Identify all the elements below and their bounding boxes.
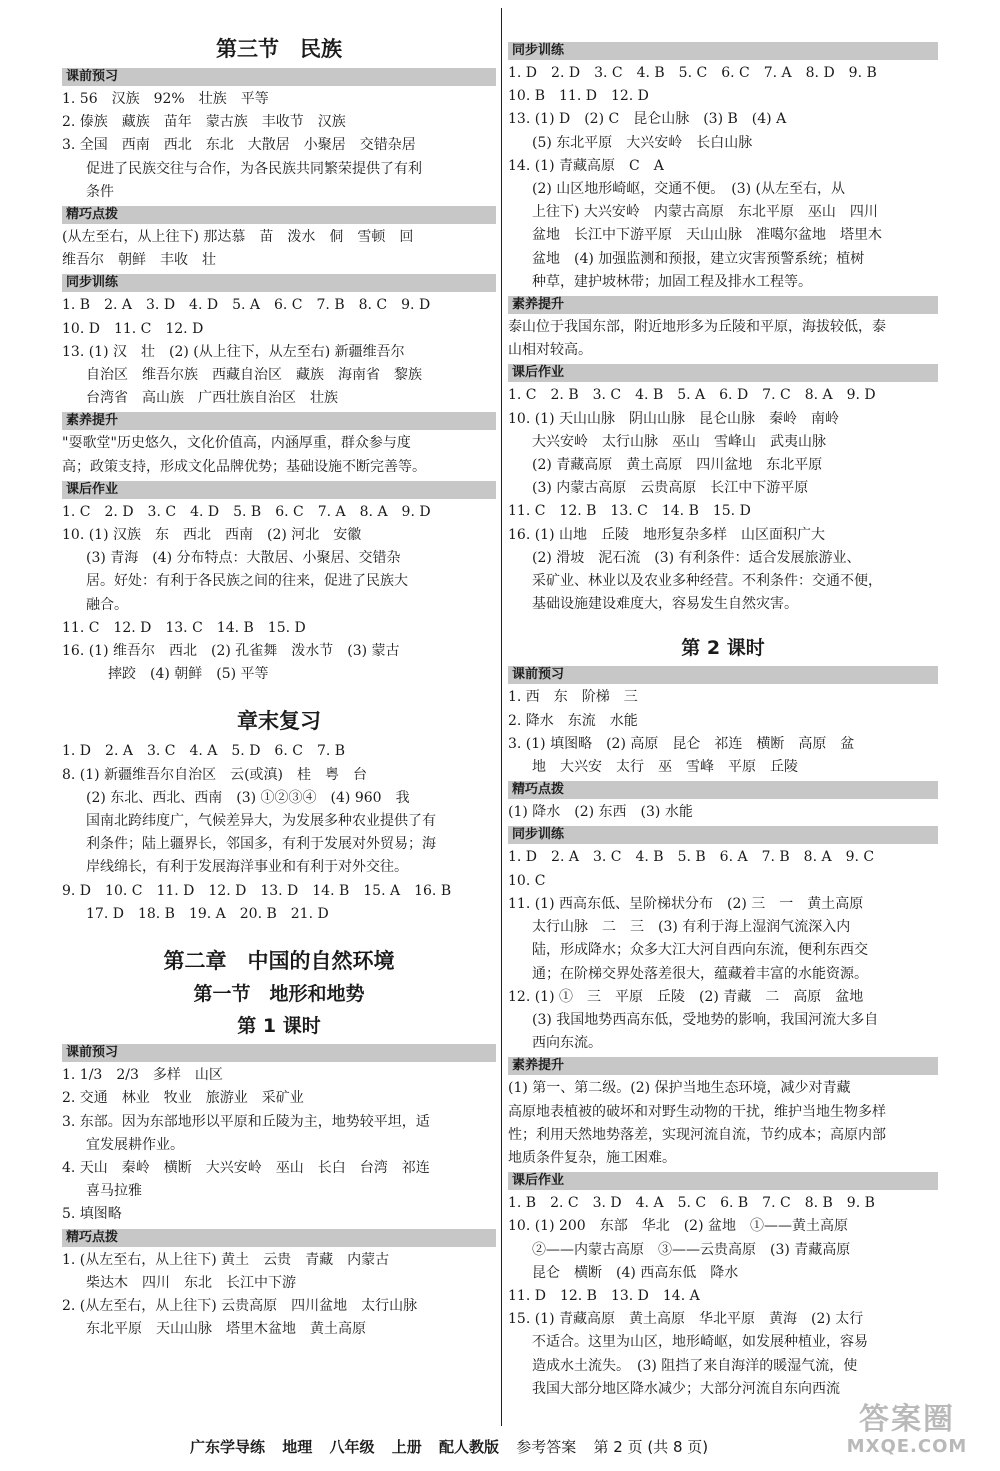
answer-line: 2. 傣族 藏族 苗年 蒙古族 丰收节 汉族 <box>62 114 346 131</box>
answer-line: 昆仑 横断 (4) 西高东低 降水 <box>532 1264 739 1281</box>
answer-block <box>508 1077 938 1170</box>
answer-line: (1) 第一、第二级。(2) 保护当地生态环境，减少对青藏 <box>508 1080 851 1097</box>
answer-line: 维吾尔 朝鲜 丰收 壮 <box>62 252 216 269</box>
chapter-title: 第二章 中国的自然环境 <box>163 949 395 974</box>
answer-line: 10. (1) 天山山脉 阴山山脉 昆仑山脉 秦岭 南岭 <box>508 410 839 427</box>
tag-preview: 课前预习 <box>62 1044 496 1062</box>
answer-line: 2. 降水 东流 水能 <box>508 712 638 729</box>
answer-line: 1. D 2. A 3. C 4. A 5. D 6. C 7. B <box>62 743 346 760</box>
watermark-logo <box>832 1403 982 1461</box>
answer-line: 11. D 12. B 13. D 14. A <box>508 1287 700 1304</box>
answer-line: 性；利用天然地势落差，实现河流自流，节约成本；高原内部 <box>508 1126 886 1143</box>
answer-block <box>62 432 496 478</box>
tag-homework: 课后作业 <box>62 481 496 499</box>
answer-line: 东北平原 天山山脉 塔里木盆地 黄土高原 <box>86 1321 366 1338</box>
answer-line: (3) 内蒙古高原 云贵高原 长江中下游平原 <box>532 480 809 497</box>
answer-block <box>62 1249 496 1342</box>
tag-key-points: 精巧点拨 <box>508 781 938 799</box>
answer-line: (2) 山区地形崎岖，交通不便。 (3) (从左至右，从 <box>532 181 846 198</box>
answer-line: (2) 滑坡 泥石流 (3) 有利条件：适合发展旅游业、 <box>532 549 861 566</box>
answer-line: 上往下) 大兴安岭 内蒙古高原 东北平原 巫山 四川 <box>532 204 878 221</box>
answer-line: 16. (1) 维吾尔 西北 (2) 孔雀舞 泼水节 (3) 蒙古 <box>62 643 400 660</box>
section-title-terrain: 第一节 地形和地势 <box>193 983 365 1006</box>
answer-line: 大兴安岭 太行山脉 巫山 雪峰山 武夷山脉 <box>532 433 826 450</box>
answer-line: 3. 东部。因为东部地形以平原和丘陵为主，地势较平坦，适 <box>62 1113 430 1130</box>
lesson-title: 第 2 课时 <box>681 637 765 660</box>
answer-line: 13. (1) 汉 壮 (2) (从上往下，从左至右) 新疆维吾尔 <box>62 343 405 360</box>
answer-block <box>508 62 938 294</box>
footer-page-number: 第 2 页 (共 8 页) <box>593 1438 709 1456</box>
answer-line: 地质条件复杂，施工困难。 <box>508 1149 676 1166</box>
left-column <box>62 28 496 1341</box>
tag-homework: 课后作业 <box>508 364 938 382</box>
tag-literacy: 素养提升 <box>62 412 496 430</box>
answer-line: 通；在阶梯交界处落差很大，蕴藏着丰富的水能资源。 <box>532 965 868 982</box>
answer-line: 1. B 2. A 3. D 4. D 5. A 6. C 7. B 8. C 9. D <box>62 297 431 314</box>
answer-block <box>62 226 496 272</box>
answer-block <box>62 88 496 204</box>
answer-block <box>62 294 496 410</box>
answer-line: 不适合。这里为山区，地形崎岖，如发展种植业，容易 <box>532 1334 868 1351</box>
answer-line: 喜马拉雅 <box>86 1183 142 1200</box>
answer-line: (2) 青藏高原 黄土高原 四川盆地 东北平原 <box>532 457 823 474</box>
answer-line: 3. (1) 填图略 (2) 高原 昆仑 祁连 横断 高原 盆 <box>508 735 855 752</box>
answer-line: 16. (1) 山地 丘陵 地形复杂多样 山区面积广大 <box>508 526 825 543</box>
answer-line: 地 大兴安 太行 巫 雪峰 平原 丘陵 <box>532 759 798 776</box>
tag-key-points: 精巧点拨 <box>62 206 496 224</box>
answer-line: (5) 东北平原 大兴安岭 长白山脉 <box>532 134 753 151</box>
answer-line: 我国大部分地区降水减少；大部分河流自东向西流 <box>532 1380 840 1397</box>
answer-line: 1. C 2. B 3. C 4. B 5. A 6. D 7. C 8. A 9. D <box>508 387 876 404</box>
answer-line: 1. (从左至右，从上往下) 黄土 云贵 青藏 内蒙古 <box>62 1251 390 1268</box>
answer-line: 基础设施建设难度大，容易发生自然灾害。 <box>532 596 798 613</box>
answer-block <box>62 501 496 687</box>
section-title-chapter-review: 章末复习 <box>237 709 321 734</box>
answer-line: 1. 56 汉族 92% 壮族 平等 <box>62 91 269 107</box>
section-title-ethnic: 第三节 民族 <box>216 37 342 61</box>
answer-line: 10. C <box>508 872 546 889</box>
answer-line: 采矿业、林业以及农业多种经营。不利条件：交通不便， <box>532 573 882 590</box>
answer-line: 15. (1) 青藏高原 黄土高原 华北平原 黄海 (2) 太行 <box>508 1311 864 1328</box>
answer-line: 西向东流。 <box>532 1035 602 1052</box>
answer-line: 1. 西 东 阶梯 三 <box>508 689 638 706</box>
answer-line: (3) 青海 (4) 分布特点：大散居、小聚居、交错杂 <box>86 550 401 567</box>
answer-line: 12. (1) ① 三 平原 丘陵 (2) 青藏 二 高原 盆地 <box>508 988 864 1005</box>
answer-block <box>62 740 496 926</box>
answer-block <box>508 316 938 362</box>
answer-line: 利条件；陆上疆界长，邻国多，有利于发展对外贸易；海 <box>86 836 436 853</box>
answer-line: 10. (1) 200 东部 华北 (2) 盆地 ①——黄土高原 <box>508 1218 848 1235</box>
answer-line: 1. D 2. A 3. C 4. B 5. B 6. A 7. B 8. A 9. C <box>508 849 875 866</box>
footer-subject: 地理 <box>282 1438 313 1456</box>
answer-line: 4. 天山 秦岭 横断 大兴安岭 巫山 长白 台湾 祁连 <box>62 1159 430 1176</box>
answer-line: 高；政策支持，形成文化品牌优势；基础设施不断完善等。 <box>62 458 426 475</box>
answer-line: 14. (1) 青藏高原 C A <box>508 157 664 174</box>
tag-literacy: 素养提升 <box>508 1057 938 1075</box>
answer-line: 居。好处：有利于各民族之间的往来，促进了民族大 <box>86 573 408 590</box>
answer-line: 国南北跨纬度广，气候差异大，为发展多种农业提供了有 <box>86 813 436 830</box>
answer-line: ②——内蒙古高原 ③——云贵高原 (3) 青藏高原 <box>532 1241 851 1258</box>
answer-line: 陆，形成降水；众多大江大河自西向东流，便利东西交 <box>532 942 868 959</box>
answer-line: 高原地表植被的破坏和对野生动物的干扰，维护当地生物多样 <box>508 1103 886 1120</box>
answer-line: 10. B 11. D 12. D <box>508 88 649 105</box>
answer-line: (3) 我国地势西高东低，受地势的影响，我国河流大多自 <box>532 1011 879 1028</box>
answer-line: 2. 交通 林业 牧业 旅游业 采矿业 <box>62 1090 304 1107</box>
footer-edition: 配人教版 <box>439 1438 500 1456</box>
answer-block <box>508 686 938 779</box>
answer-line: 17. D 18. B 19. A 20. B 21. D <box>86 905 329 922</box>
answer-line: 造成水土流失。 (3) 阻挡了来自海洋的暖湿气流，使 <box>532 1357 858 1374</box>
tag-key-points: 精巧点拨 <box>62 1229 496 1247</box>
answer-line: 摔跤 (4) 朝鲜 (5) 平等 <box>108 666 269 683</box>
answer-block <box>508 846 938 1055</box>
tag-sync-training: 同步训练 <box>62 274 496 292</box>
answer-line: 山相对较高。 <box>508 342 592 359</box>
watermark-url: MXQE.COM <box>846 1436 968 1457</box>
answer-line: (从左至右，从上往下) 那达慕 苗 泼水 侗 雪顿 回 <box>62 229 414 246</box>
answer-line: (1) 降水 (2) 东西 (3) 水能 <box>508 804 693 821</box>
answer-line: 宜发展耕作业。 <box>86 1136 184 1153</box>
footer-volume: 上册 <box>391 1438 422 1456</box>
column-divider <box>501 8 502 1426</box>
footer-series: 广东学导练 <box>190 1438 266 1456</box>
right-column <box>508 40 938 1401</box>
page-footer <box>190 1436 720 1457</box>
answer-block <box>508 384 938 616</box>
lesson-title: 第 1 课时 <box>237 1015 321 1038</box>
answer-line: 融合。 <box>86 596 128 613</box>
answer-line: 13. (1) D (2) C 昆仑山脉 (3) B (4) A <box>508 111 787 128</box>
answer-line: 种草，建护坡林带；加固工程及排水工程等。 <box>532 273 812 290</box>
answer-line: 1. B 2. C 3. D 4. A 5. C 6. B 7. C 8. B 9. B <box>508 1195 875 1212</box>
footer-label: 参考答案 <box>516 1438 577 1456</box>
answer-line: 10. D 11. C 12. D <box>62 320 204 337</box>
answer-line: 8. (1) 新疆维吾尔自治区 云(或滇) 桂 粤 台 <box>62 766 368 783</box>
answer-block <box>508 801 938 824</box>
answer-block <box>62 1064 496 1226</box>
answer-line: 11. (1) 西高东低、呈阶梯状分布 (2) 三 一 黄土高原 <box>508 895 864 912</box>
answer-line: 泰山位于我国东部，附近地形多为丘陵和平原，海拔较低，泰 <box>508 319 886 336</box>
answer-line: 柴达木 四川 东北 长江中下游 <box>86 1274 296 1291</box>
answer-block <box>508 1192 938 1401</box>
answer-line: 11. C 12. B 13. C 14. B 15. D <box>508 503 751 520</box>
tag-sync-training: 同步训练 <box>508 826 938 844</box>
answer-line: (2) 东北、西北、西南 (3) ①②③④ (4) 960 我 <box>86 789 410 806</box>
answer-line: 促进了民族交往与合作，为各民族共同繁荣提供了有利 <box>86 160 422 177</box>
tag-literacy: 素养提升 <box>508 296 938 314</box>
answer-line: 台湾省 高山族 广西壮族自治区 壮族 <box>86 390 338 407</box>
answer-line: 1. D 2. D 3. C 4. B 5. C 6. C 7. A 8. D 9. B <box>508 65 877 81</box>
answer-line: 5. 填图略 <box>62 1206 122 1223</box>
answer-line: 条件 <box>86 183 114 200</box>
answer-line: 2. (从左至右，从上往下) 云贵高原 四川盆地 太行山脉 <box>62 1297 418 1314</box>
tag-homework: 课后作业 <box>508 1172 938 1190</box>
tag-preview: 课前预习 <box>508 666 938 684</box>
answer-line: 1. 1/3 2/3 多样 山区 <box>62 1067 223 1084</box>
answer-line: 盆地 长江中下游平原 天山山脉 准噶尔盆地 塔里木 <box>532 227 882 244</box>
answer-line: 10. (1) 汉族 东 西北 西南 (2) 河北 安徽 <box>62 527 362 544</box>
answer-line: 岸线绵长，有利于发展海洋事业和有利于对外交往。 <box>86 859 408 876</box>
answer-line: 9. D 10. C 11. D 12. D 13. D 14. B 15. A 16. B <box>62 882 452 899</box>
footer-grade: 八年级 <box>329 1438 375 1456</box>
tag-preview: 课前预习 <box>62 68 496 86</box>
answer-line: 11. C 12. D 13. C 14. B 15. D <box>62 619 306 636</box>
answer-line: 盆地 (4) 加强监测和预报，建立灾害预警系统；植树 <box>532 250 865 267</box>
tag-sync-training: 同步训练 <box>508 42 938 60</box>
answer-line: 自治区 维吾尔族 西藏自治区 藏族 海南省 黎族 <box>86 367 422 384</box>
answer-line: 3. 全国 西南 西北 东北 大散居 小聚居 交错杂居 <box>62 137 416 154</box>
answer-line: 1. C 2. D 3. C 4. D 5. B 6. C 7. A 8. A 9. D <box>62 503 431 520</box>
answer-line: "耍歌堂"历史悠久，文化价值高，内涵厚重，群众参与度 <box>62 435 411 452</box>
answer-line: 太行山脉 二 三 (3) 有利于海上湿润气流深入内 <box>532 919 851 936</box>
watermark-logo-text: 答案圈 <box>859 1402 955 1437</box>
